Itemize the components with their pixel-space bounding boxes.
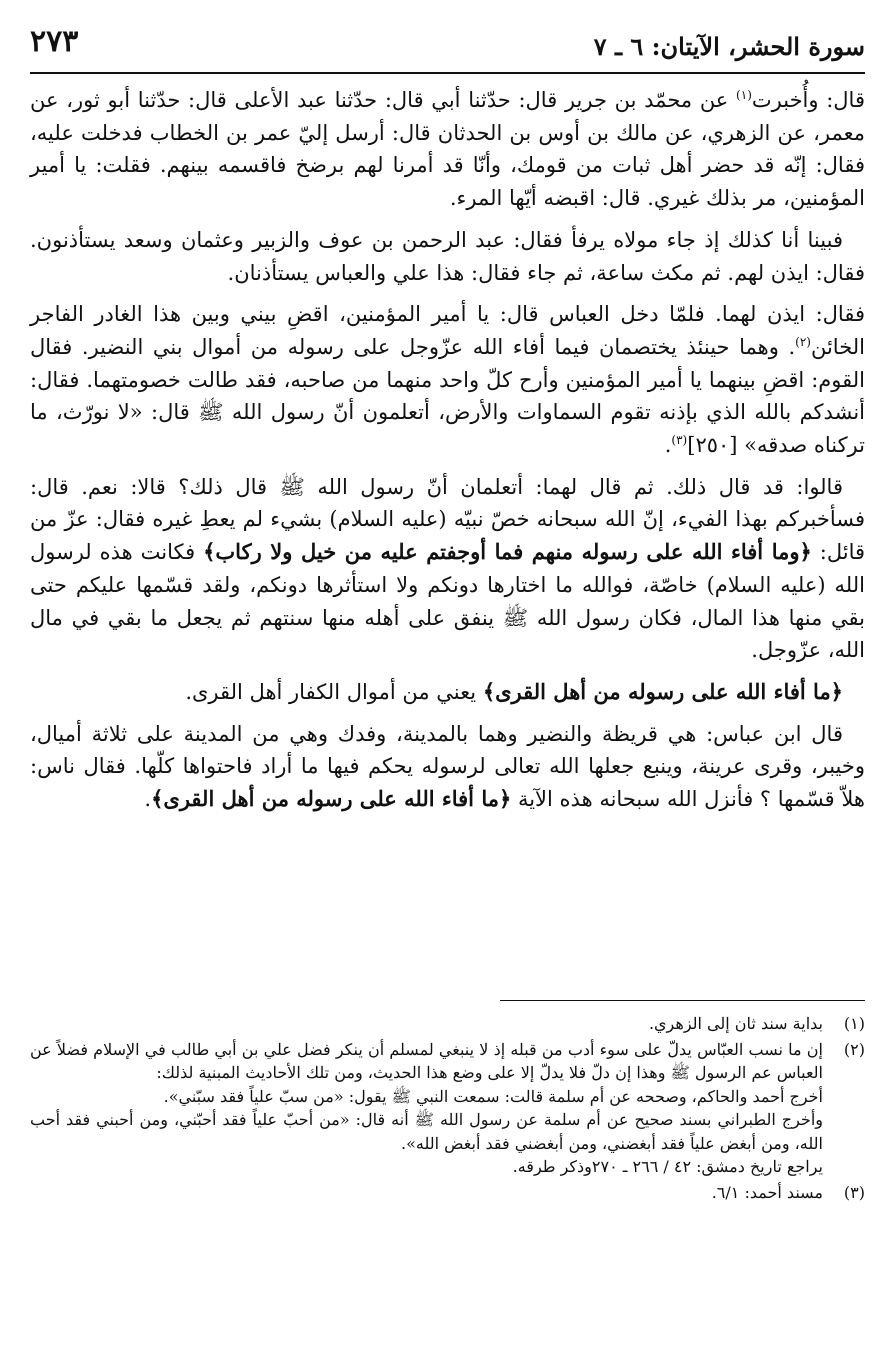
footnote bbox=[30, 1012, 865, 1036]
paragraph bbox=[30, 84, 865, 215]
text-run: . bbox=[664, 433, 672, 458]
footnote bbox=[30, 1181, 865, 1205]
main-text bbox=[30, 84, 865, 825]
footnote bbox=[30, 1038, 865, 1179]
footnote-number: (٣) bbox=[843, 1182, 865, 1202]
running-title: سورة الحشر، الآيتان: ٦ ـ ٧ bbox=[593, 32, 865, 61]
text-run: فبينا أنا كذلك إذ جاء مولاه يرفأ فقال: عبد الرحمن بن عوف والزبير وعثمان وسعد يستأذنون. فقال: ايذن لهم. ثم مكث ساعة، ثم جاء فقال: هذا علي والعباس يستأذنان. bbox=[30, 227, 865, 285]
footnote-ref: (١) bbox=[736, 88, 752, 102]
footnote-line: يراجع تاريخ دمشق: ٤٢ / ٢٦٦ ـ ٢٧٠وذكر طرقه. bbox=[512, 1157, 823, 1176]
text-run: . وهما حينئذ يختصمان فيما أفاء الله عزّوجل على رسوله من أموال بني النضير. فقال القوم: اقضِ بينهما يا أمير المؤمنين وأرح كلّ واحد منهما من صاحبه، فقد طالت خصومتهما. فقال: أنشدكم بالله الذي بإذنه تقوم السماوات والأرض، أتعلمون أنّ رسول الله ﷺ قال: «لا نورّث، ما تركناه صدقه» [٢٥٠] bbox=[30, 334, 865, 458]
text-run: قال: وأُخبرت bbox=[751, 88, 865, 112]
footnote-divider bbox=[500, 1000, 865, 1001]
footnote-line: مسند أحمد: ٦/١. bbox=[711, 1182, 823, 1202]
quran-verse: ﴿ما أفاء الله على رسوله من أهل القرى﴾ bbox=[482, 678, 843, 704]
footnote-line: بداية سند ثان إلى الزهري. bbox=[648, 1014, 823, 1033]
text-run: فكانت هذه لرسول الله (عليه السلام) خاصّة، فوالله ما اختارها دونكم ولا استأثرها دونكم، ولقد قسّمها عليكم حتى بقي منها هذا المال، فكان رسول الله ﷺ ينفق على أهله منها سنتهم ثم يجعل ما بقي في مال الله، عزّوجل. bbox=[30, 540, 865, 663]
paragraph bbox=[30, 224, 865, 289]
text-run: قال ابن عباس: هي قريظة والنضير وهما بالمدينة، وفدك وهي من المدينة على ثلاثة أميال، وخيبر، وقرى عرينة، وينبع جعلها الله تعالى لرسوله يحكم فيها ما أراد فاحتواها كلّها. فقال ناس: هلاّ قسّمها ؟ فأنزل الله سبحانه هذه الآية bbox=[30, 721, 865, 812]
text-run: فقال: ايذن لهما. فلمّا دخل العباس قال: يا أمير المؤمنين، اقضِ بيني وبين هذا الغادر الفاجر الخائن bbox=[30, 302, 865, 359]
footnote-number: (١) bbox=[843, 1014, 865, 1033]
footnote-ref: (٢) bbox=[795, 334, 811, 349]
quran-verse: ﴿وما أفاء الله على رسوله منهم فما أوجفتم عليه من خيل ولا ركاب﴾ bbox=[203, 539, 812, 565]
paragraph bbox=[30, 298, 865, 462]
text-run: عن محمّد بن جرير قال: حدّثنا أبي قال: حدّثنا عبد الأعلى قال: حدّثنا أبو ثور، عن معمر، عن الزهري، عن مالك بن أوس بن الحدثان قال: أرسل إليّ عمر بن الخطاب فدخلت عليه، فقال: إنّه قد حضر أهل ثبات من قومك، وأنّا قد أمرنا لهم برضخ فاقسمه بينهم. فقلت: يا أمير المؤمنين، مر بذلك غيري. قال: اقبضه أيّها المرء. bbox=[30, 88, 865, 211]
text-run: يعني من أموال الكفار أهل القرى. bbox=[185, 679, 483, 704]
header-divider bbox=[30, 72, 865, 74]
footnote-line: إن ما نسب العبّاس يدلّ على سوء أدب من قبله إذ لا ينبغي لمسلم أن ينكر فضل علي بن أبي طالب في الإسلام فضلاً عن العباس عم الرسول ﷺ وهذا إن دلّ فلا يدلّ إلا على وضع هذا الحديث، ومن تلك الأحاديث المبنية لذلك: bbox=[30, 1039, 823, 1082]
footnote-ref: (٣) bbox=[671, 433, 688, 448]
text-run: قالوا: قد قال ذلك. ثم قال لهما: أتعلمان أنّ رسول الله ﷺ قال ذلك؟ قالا: نعم. قال: فسأخبركم بهذا الفيء، إنّ الله سبحانه خصّ نبيّه (عليه السلام) بشيء لم يعطِ غيره فقال: عزّ من قائل: bbox=[30, 474, 866, 565]
page-header bbox=[30, 22, 865, 70]
footnote-text bbox=[30, 1181, 823, 1205]
footnote-number: (٢) bbox=[843, 1039, 865, 1059]
footnote-line: أخرج أحمد والحاكم، وصححه عن أم سلمة قالت: سمعت النبي ﷺ يقول: «من سبّ علياً فقد سبّني». bbox=[163, 1086, 823, 1106]
footnote-text bbox=[30, 1012, 823, 1036]
footnote-line: وأخرج الطبراني بسند صحيح عن أم سلمة عن رسول الله ﷺ أنه قال: «من أحبّ علياً فقد أحبّني، ومن أحبني فقد أحب الله، ومن أبغض علياً فقد أبغضني، ومن أبغضني فقد أبغض الله». bbox=[30, 1110, 823, 1153]
paragraph bbox=[30, 676, 865, 709]
footnotes bbox=[30, 1012, 865, 1206]
text-run: . bbox=[144, 787, 152, 812]
paragraph bbox=[30, 471, 865, 667]
page-number: ٢٧٣ bbox=[30, 24, 79, 59]
footnote-text bbox=[30, 1038, 823, 1179]
paragraph bbox=[30, 718, 865, 816]
quran-verse: ﴿ما أفاء الله على رسوله من أهل القرى﴾ bbox=[151, 786, 512, 812]
